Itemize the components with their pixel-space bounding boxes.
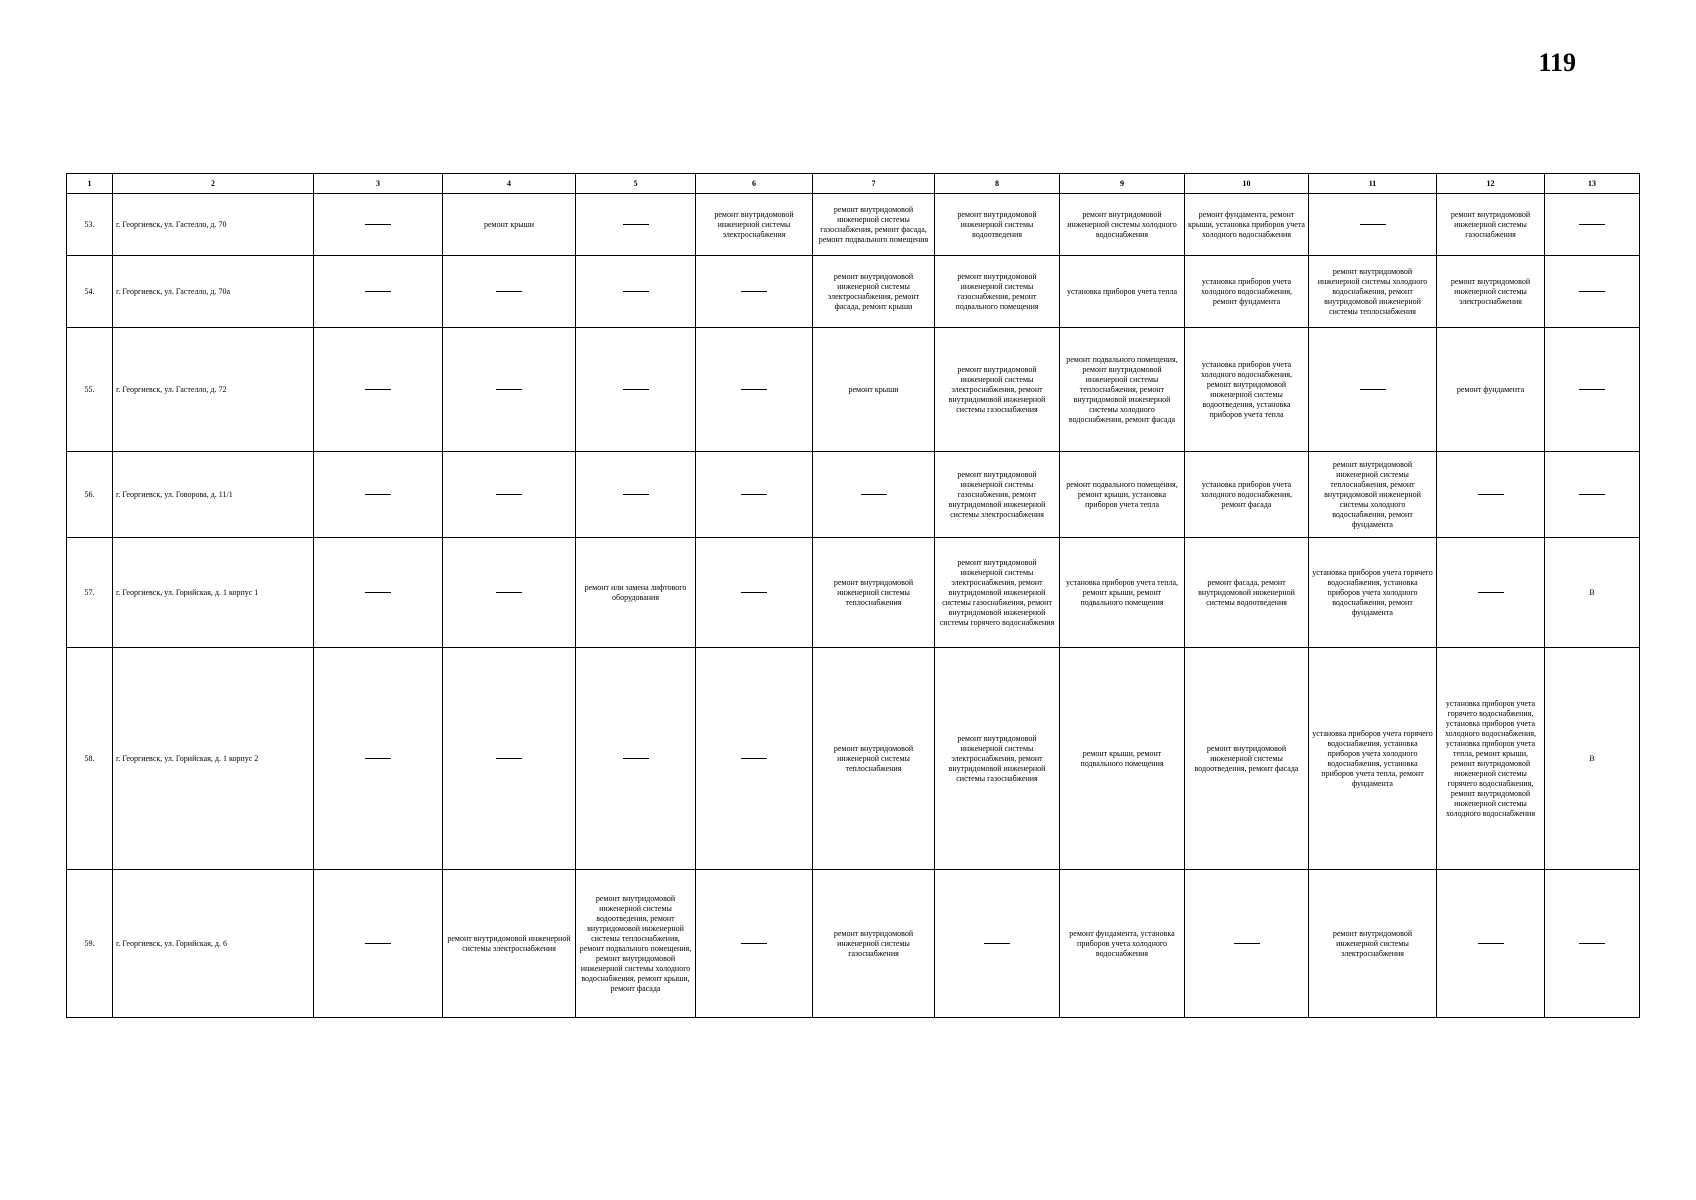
table-row bbox=[67, 194, 1640, 256]
row-number-cell: 59. bbox=[67, 870, 113, 1018]
work-cell-7: ремонт внутридомовой инженерной системы газоснабжения bbox=[813, 870, 935, 1018]
dash-mark bbox=[365, 291, 391, 292]
column-number-row bbox=[67, 174, 1640, 194]
work-cell-9: ремонт внутридомовой инженерной системы холодного водоснабжения bbox=[1060, 194, 1185, 256]
address-cell: г. Георгиевск, ул. Гастелло, д. 70 bbox=[113, 194, 314, 256]
empty-dash-cell bbox=[576, 648, 696, 870]
dash-mark bbox=[496, 389, 522, 390]
empty-dash-cell bbox=[314, 648, 443, 870]
dash-mark bbox=[496, 592, 522, 593]
work-cell-4: ремонт внутридомовой инженерной системы электроснабжения bbox=[443, 870, 576, 1018]
empty-dash-cell bbox=[1437, 870, 1545, 1018]
repair-plan-table bbox=[66, 173, 1640, 1018]
dash-mark bbox=[1360, 389, 1386, 390]
dash-mark bbox=[1478, 494, 1504, 495]
dash-mark bbox=[1579, 943, 1605, 944]
column-header-6: 6 bbox=[696, 174, 813, 194]
work-cell-11: ремонт внутридомовой инженерной системы теплоснабжения, ремонт внутридомовой инженерной системы холодного водоснабжения, ремонт фундамента bbox=[1309, 452, 1437, 538]
dash-mark bbox=[365, 758, 391, 759]
dash-mark bbox=[1579, 224, 1605, 225]
work-cell-9: ремонт подвального помещения, ремонт внутридомовой инженерной системы теплоснабжения, ремонт внутридомовой инженерной системы холодного водоснабжения, ремонт фасада bbox=[1060, 328, 1185, 452]
work-cell-10: установка приборов учета холодного водоснабжения, ремонт фундамента bbox=[1185, 256, 1309, 328]
work-cell-9: ремонт фундамента, установка приборов учета холодного водоснабжения bbox=[1060, 870, 1185, 1018]
dash-mark bbox=[1579, 494, 1605, 495]
dash-mark bbox=[496, 758, 522, 759]
empty-dash-cell bbox=[576, 328, 696, 452]
work-cell-7: ремонт внутридомовой инженерной системы электроснабжения, ремонт фасада, ремонт крыши bbox=[813, 256, 935, 328]
empty-dash-cell bbox=[696, 256, 813, 328]
work-cell-8: ремонт внутридомовой инженерной системы электроснабжения, ремонт внутридомовой инженерной системы газоснабжения bbox=[935, 648, 1060, 870]
work-cell-12: ремонт внутридомовой инженерной системы газоснабжения bbox=[1437, 194, 1545, 256]
dash-mark bbox=[496, 494, 522, 495]
table-row bbox=[67, 870, 1640, 1018]
page-number: 119 bbox=[1538, 48, 1576, 77]
dash-mark bbox=[365, 224, 391, 225]
work-cell-11: установка приборов учета горячего водоснабжения, установка приборов учета холодного водоснабжения, ремонт фундамента bbox=[1309, 538, 1437, 648]
column-header-4: 4 bbox=[443, 174, 576, 194]
address-cell: г. Георгиевск, ул. Горийская, д. 6 bbox=[113, 870, 314, 1018]
dash-mark bbox=[623, 224, 649, 225]
dash-mark bbox=[741, 758, 767, 759]
empty-dash-cell bbox=[1185, 870, 1309, 1018]
dash-mark bbox=[365, 389, 391, 390]
column-header-13: 13 bbox=[1545, 174, 1640, 194]
address-cell: г. Георгиевск, ул. Гастелло, д. 70а bbox=[113, 256, 314, 328]
dash-mark bbox=[1579, 389, 1605, 390]
work-cell-12: установка приборов учета горячего водоснабжения, установка приборов учета холодного водоснабжения, установка приборов учета тепла, ремонт крыши, ремонт внутридомовой инженерной системы горячего водоснабжения, ремонт внутридомовой инженерной системы холодного водоснабжения bbox=[1437, 648, 1545, 870]
column-header-12: 12 bbox=[1437, 174, 1545, 194]
empty-dash-cell bbox=[576, 194, 696, 256]
dash-mark bbox=[741, 943, 767, 944]
address-cell: г. Георгиевск, ул. Горийская, д. 1 корпус 1 bbox=[113, 538, 314, 648]
row-number-cell: 57. bbox=[67, 538, 113, 648]
table-row bbox=[67, 452, 1640, 538]
empty-dash-cell bbox=[696, 538, 813, 648]
empty-dash-cell bbox=[314, 538, 443, 648]
table-body bbox=[67, 194, 1640, 1018]
work-cell-9: ремонт подвального помещения, ремонт крыши, установка приборов учета тепла bbox=[1060, 452, 1185, 538]
work-cell-10: ремонт фасада, ремонт внутридомовой инженерной системы водоотведения bbox=[1185, 538, 1309, 648]
work-cell-7: ремонт внутридомовой инженерной системы теплоснабжения bbox=[813, 648, 935, 870]
work-cell-9: установка приборов учета тепла, ремонт крыши, ремонт подвального помещения bbox=[1060, 538, 1185, 648]
column-header-5: 5 bbox=[576, 174, 696, 194]
empty-dash-cell bbox=[813, 452, 935, 538]
empty-dash-cell bbox=[1309, 328, 1437, 452]
dash-mark bbox=[741, 389, 767, 390]
empty-dash-cell bbox=[443, 648, 576, 870]
table-row bbox=[67, 256, 1640, 328]
dash-mark bbox=[741, 494, 767, 495]
work-cell-11: установка приборов учета горячего водоснабжения, установка приборов учета холодного водоснабжения, установка приборов учета тепла, ремонт фундамента bbox=[1309, 648, 1437, 870]
work-cell-8: ремонт внутридомовой инженерной системы электроснабжения, ремонт внутридомовой инженерной системы газоснабжения bbox=[935, 328, 1060, 452]
dash-mark bbox=[741, 592, 767, 593]
address-cell: г. Георгиевск, ул. Гастелло, д. 72 bbox=[113, 328, 314, 452]
repair-plan-table-container bbox=[66, 173, 1639, 1018]
empty-dash-cell bbox=[1309, 194, 1437, 256]
dash-mark bbox=[496, 291, 522, 292]
empty-dash-cell bbox=[1545, 328, 1640, 452]
work-cell-12: ремонт фундамента bbox=[1437, 328, 1545, 452]
work-cell-4: ремонт крыши bbox=[443, 194, 576, 256]
column-header-11: 11 bbox=[1309, 174, 1437, 194]
work-cell-12: ремонт внутридомовой инженерной системы электроснабжения bbox=[1437, 256, 1545, 328]
empty-dash-cell bbox=[576, 452, 696, 538]
dash-mark bbox=[623, 291, 649, 292]
empty-dash-cell bbox=[314, 194, 443, 256]
empty-dash-cell bbox=[696, 870, 813, 1018]
dash-mark bbox=[623, 494, 649, 495]
column-header-2: 2 bbox=[113, 174, 314, 194]
work-cell-8: ремонт внутридомовой инженерной системы газоснабжения, ремонт внутридомовой инженерной системы электроснабжения bbox=[935, 452, 1060, 538]
empty-dash-cell bbox=[935, 870, 1060, 1018]
dash-mark bbox=[623, 389, 649, 390]
dash-mark bbox=[365, 943, 391, 944]
work-cell-13: В bbox=[1545, 538, 1640, 648]
address-cell: г. Георгиевск, ул. Говорова, д. 11/1 bbox=[113, 452, 314, 538]
column-header-3: 3 bbox=[314, 174, 443, 194]
empty-dash-cell bbox=[314, 452, 443, 538]
empty-dash-cell bbox=[443, 256, 576, 328]
row-number-cell: 53. bbox=[67, 194, 113, 256]
empty-dash-cell bbox=[314, 256, 443, 328]
work-cell-11: ремонт внутридомовой инженерной системы холодного водоснабжения, ремонт внутридомовой инженерной системы теплоснабжения bbox=[1309, 256, 1437, 328]
row-number-cell: 54. bbox=[67, 256, 113, 328]
dash-mark bbox=[1360, 224, 1386, 225]
work-cell-10: ремонт фундамента, ремонт крыши, установка приборов учета холодного водоснабжения bbox=[1185, 194, 1309, 256]
dash-mark bbox=[365, 592, 391, 593]
empty-dash-cell bbox=[696, 328, 813, 452]
empty-dash-cell bbox=[443, 452, 576, 538]
row-number-cell: 56. bbox=[67, 452, 113, 538]
empty-dash-cell bbox=[443, 538, 576, 648]
dash-mark bbox=[1478, 943, 1504, 944]
empty-dash-cell bbox=[1545, 194, 1640, 256]
empty-dash-cell bbox=[443, 328, 576, 452]
table-row bbox=[67, 648, 1640, 870]
empty-dash-cell bbox=[1437, 452, 1545, 538]
empty-dash-cell bbox=[576, 256, 696, 328]
column-header-1: 1 bbox=[67, 174, 113, 194]
table-row bbox=[67, 328, 1640, 452]
dash-mark bbox=[1579, 291, 1605, 292]
empty-dash-cell bbox=[1545, 870, 1640, 1018]
table-row bbox=[67, 538, 1640, 648]
work-cell-5: ремонт или замена лифтового оборудования bbox=[576, 538, 696, 648]
work-cell-10: ремонт внутридомовой инженерной системы водоотведения, ремонт фасада bbox=[1185, 648, 1309, 870]
empty-dash-cell bbox=[1437, 538, 1545, 648]
work-cell-10: установка приборов учета холодного водоснабжения, ремонт фасада bbox=[1185, 452, 1309, 538]
row-number-cell: 58. bbox=[67, 648, 113, 870]
work-cell-7: ремонт внутридомовой инженерной системы газоснабжения, ремонт фасада, ремонт подвального помещения bbox=[813, 194, 935, 256]
empty-dash-cell bbox=[314, 328, 443, 452]
dash-mark bbox=[741, 291, 767, 292]
dash-mark bbox=[1234, 943, 1260, 944]
work-cell-6: ремонт внутридомовой инженерной системы электроснабжения bbox=[696, 194, 813, 256]
dash-mark bbox=[623, 758, 649, 759]
work-cell-8: ремонт внутридомовой инженерной системы электроснабжения, ремонт внутридомовой инженерной системы газоснабжения, ремонт внутридомовой инженерной системы горячего водоснабжения bbox=[935, 538, 1060, 648]
work-cell-13: В bbox=[1545, 648, 1640, 870]
column-header-8: 8 bbox=[935, 174, 1060, 194]
empty-dash-cell bbox=[696, 452, 813, 538]
row-number-cell: 55. bbox=[67, 328, 113, 452]
work-cell-7: ремонт внутридомовой инженерной системы теплоснабжения bbox=[813, 538, 935, 648]
dash-mark bbox=[861, 494, 887, 495]
work-cell-8: ремонт внутридомовой инженерной системы газоснабжения, ремонт подвального помещения bbox=[935, 256, 1060, 328]
column-header-10: 10 bbox=[1185, 174, 1309, 194]
work-cell-11: ремонт внутридомовой инженерной системы электроснабжения bbox=[1309, 870, 1437, 1018]
work-cell-9: ремонт крыши, ремонт подвального помещения bbox=[1060, 648, 1185, 870]
work-cell-5: ремонт внутридомовой инженерной системы водоотведения, ремонт внутридомовой инженерной системы теплоснабжения, ремонт подвального помещения, ремонт внутридомовой инженерной системы холодного водоснабжения, ремонт крыши, ремонт фасада bbox=[576, 870, 696, 1018]
work-cell-10: установка приборов учета холодного водоснабжения, ремонт внутридомовой инженерной системы водоотведения, установка приборов учета тепла bbox=[1185, 328, 1309, 452]
empty-dash-cell bbox=[1545, 256, 1640, 328]
work-cell-7: ремонт крыши bbox=[813, 328, 935, 452]
empty-dash-cell bbox=[1545, 452, 1640, 538]
empty-dash-cell bbox=[314, 870, 443, 1018]
dash-mark bbox=[984, 943, 1010, 944]
address-cell: г. Георгиевск, ул. Горийская, д. 1 корпус 2 bbox=[113, 648, 314, 870]
work-cell-8: ремонт внутридомовой инженерной системы водоотведения bbox=[935, 194, 1060, 256]
work-cell-9: установка приборов учета тепла bbox=[1060, 256, 1185, 328]
dash-mark bbox=[365, 494, 391, 495]
dash-mark bbox=[1478, 592, 1504, 593]
column-header-7: 7 bbox=[813, 174, 935, 194]
column-header-9: 9 bbox=[1060, 174, 1185, 194]
empty-dash-cell bbox=[696, 648, 813, 870]
